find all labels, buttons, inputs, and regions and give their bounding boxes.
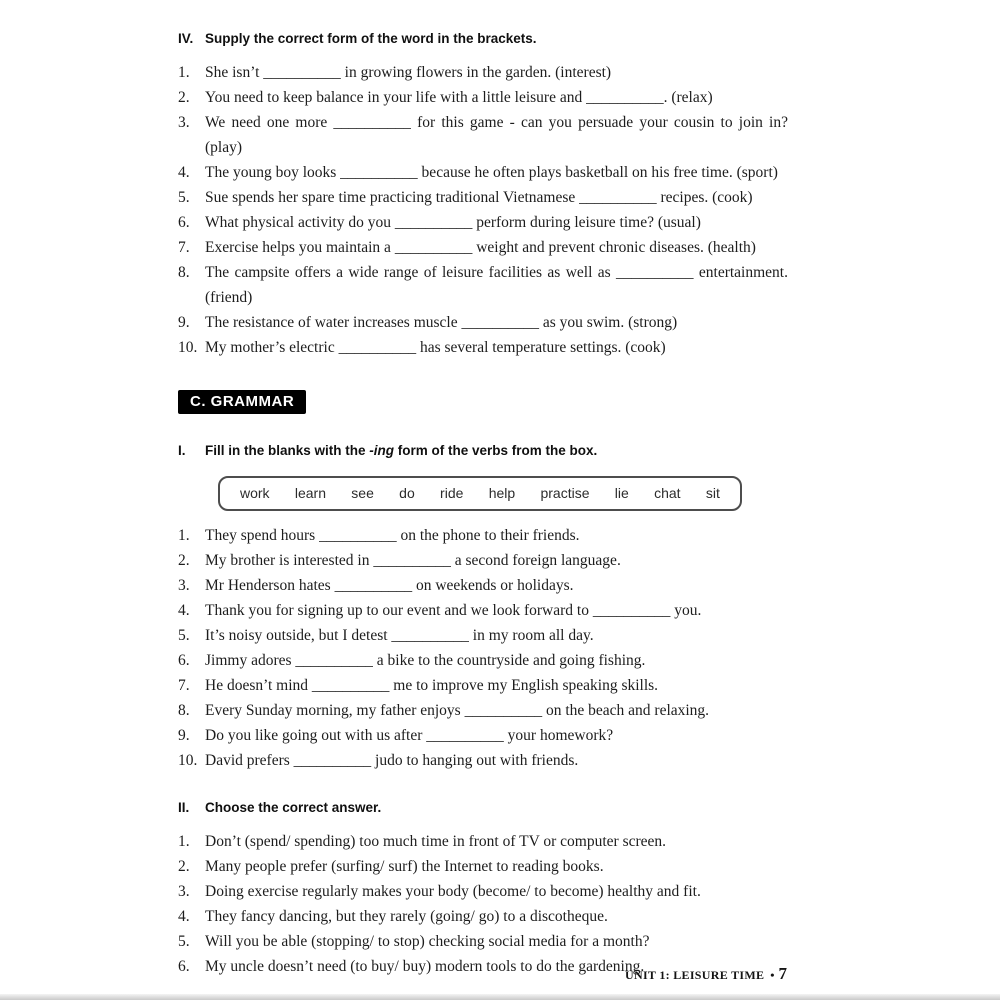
- word-box-word: ride: [440, 485, 464, 501]
- item-number: 5.: [178, 627, 190, 644]
- section-iv-heading: [178, 30, 788, 48]
- item-text: Exercise helps you maintain a __________ weight and prevent chronic diseases. (health): [205, 239, 756, 256]
- item-number: 8.: [178, 264, 190, 281]
- item-text: My uncle doesn’t need (to buy/ buy) modern tools to do the gardening.: [205, 958, 645, 975]
- exercise-item: [178, 929, 788, 954]
- item-text: My mother’s electric __________ has several temperature settings. (cook): [205, 339, 666, 356]
- part1-heading: [178, 442, 788, 460]
- exercise-item: [178, 60, 788, 85]
- grammar-section-banner: C. GRAMMAR: [178, 390, 306, 414]
- exercise-item: [178, 673, 788, 698]
- footer-separator: •: [770, 968, 775, 982]
- unit-label: UNIT 1: LEISURE TIME: [625, 968, 765, 982]
- exercise-item: [178, 260, 788, 310]
- part1-title-ing: -ing: [369, 443, 395, 458]
- item-text: Jimmy adores __________ a bike to the countryside and going fishing.: [205, 652, 646, 669]
- exercise-item: [178, 829, 788, 854]
- item-number: 7.: [178, 677, 190, 694]
- item-text: The campsite offers a wide range of leisure facilities as well as __________ entertainment. (friend): [205, 264, 788, 306]
- exercise-item: [178, 548, 788, 573]
- section-iv-label: IV.: [178, 31, 194, 46]
- item-number: 6.: [178, 214, 190, 231]
- item-text: The young boy looks __________ because he often plays basketball on his free time. (sport): [205, 164, 778, 181]
- item-text: They spend hours __________ on the phone to their friends.: [205, 527, 580, 544]
- part2-items: [178, 829, 788, 979]
- exercise-item: [178, 523, 788, 548]
- exercise-item: [178, 310, 788, 335]
- part1-title-post: form of the verbs from the box.: [394, 443, 598, 458]
- part1-title: [205, 442, 788, 460]
- item-text: Thank you for signing up to our event and we look forward to __________ you.: [205, 602, 702, 619]
- part2-label: II.: [178, 800, 190, 815]
- item-text: Sue spends her spare time practicing traditional Vietnamese __________ recipes. (cook): [205, 189, 753, 206]
- item-number: 5.: [178, 933, 190, 950]
- item-text: Every Sunday morning, my father enjoys __________ on the beach and relaxing.: [205, 702, 710, 719]
- item-text: She isn’t __________ in growing flowers in the garden. (interest): [205, 64, 612, 81]
- item-text: Doing exercise regularly makes your body (become/ to become) healthy and fit.: [205, 883, 701, 900]
- section-iv-title: Supply the correct form of the word in the brackets.: [205, 31, 537, 46]
- part2-title: Choose the correct answer.: [205, 800, 382, 815]
- item-number: 4.: [178, 908, 190, 925]
- word-box-word: chat: [654, 485, 681, 501]
- item-number: 10.: [178, 339, 198, 356]
- item-text: My brother is interested in __________ a second foreign language.: [205, 552, 621, 569]
- item-text: David prefers __________ judo to hanging out with friends.: [205, 752, 579, 769]
- item-text: Don’t (spend/ spending) too much time in front of TV or computer screen.: [205, 833, 667, 850]
- item-number: 3.: [178, 883, 190, 900]
- item-number: 4.: [178, 602, 190, 619]
- item-number: 4.: [178, 164, 190, 181]
- item-number: 6.: [178, 652, 190, 669]
- section-iv-items: [178, 60, 788, 360]
- item-text: You need to keep balance in your life with a little leisure and __________. (relax): [205, 89, 713, 106]
- exercise-item: [178, 85, 788, 110]
- item-number: 2.: [178, 552, 190, 569]
- exercise-item: [178, 854, 788, 879]
- exercise-item: [178, 210, 788, 235]
- exercise-item: [178, 598, 788, 623]
- item-number: 2.: [178, 89, 190, 106]
- word-box-word: see: [351, 485, 374, 501]
- word-box-word: learn: [294, 485, 326, 501]
- item-text: Do you like going out with us after __________ your homework?: [205, 727, 614, 744]
- item-number: 3.: [178, 114, 190, 131]
- exercise-item: [178, 623, 788, 648]
- exercise-item: [178, 335, 788, 360]
- exercise-item: [178, 160, 788, 185]
- exercise-item: [178, 879, 788, 904]
- item-number: 6.: [178, 958, 190, 975]
- page-bottom-edge: [0, 994, 1000, 1000]
- item-text: Mr Henderson hates __________ on weekends or holidays.: [205, 577, 574, 594]
- exercise-item: [178, 748, 788, 773]
- item-text: They fancy dancing, but they rarely (going/ go) to a discotheque.: [205, 908, 608, 925]
- item-number: 1.: [178, 527, 190, 544]
- word-box-word: sit: [705, 485, 720, 501]
- item-number: 1.: [178, 64, 190, 81]
- part1-title-pre: Fill in the blanks with the: [205, 443, 370, 458]
- exercise-item: [178, 723, 788, 748]
- exercise-item: [178, 185, 788, 210]
- word-box-word: work: [240, 485, 270, 501]
- item-number: 1.: [178, 833, 190, 850]
- item-number: 9.: [178, 727, 190, 744]
- page-number: 7: [778, 964, 787, 983]
- part2-heading: [178, 799, 788, 817]
- item-number: 2.: [178, 858, 190, 875]
- item-text: It’s noisy outside, but I detest __________ in my room all day.: [205, 627, 594, 644]
- item-number: 5.: [178, 189, 190, 206]
- item-text: We need one more __________ for this game - can you persuade your cousin to join in? (play): [205, 114, 788, 156]
- word-box-word: lie: [614, 485, 629, 501]
- exercise-item: [178, 698, 788, 723]
- exercise-item: [178, 573, 788, 598]
- item-number: 10.: [178, 752, 198, 769]
- part1-items: [178, 523, 788, 773]
- item-number: 7.: [178, 239, 190, 256]
- item-text: Will you be able (stopping/ to stop) checking social media for a month?: [205, 933, 650, 950]
- exercise-item: [178, 648, 788, 673]
- word-box-word: help: [488, 485, 516, 501]
- item-number: 3.: [178, 577, 190, 594]
- item-number: 9.: [178, 314, 190, 331]
- verb-word-box: [218, 476, 742, 511]
- item-text: The resistance of water increases muscle __________ as you swim. (strong): [205, 314, 678, 331]
- item-number: 8.: [178, 702, 190, 719]
- word-box-word: do: [399, 485, 415, 501]
- exercise-item: [178, 110, 788, 160]
- item-text: What physical activity do you __________ perform during leisure time? (usual): [205, 214, 701, 231]
- item-text: He doesn’t mind __________ me to improve my English speaking skills.: [205, 677, 659, 694]
- exercise-item: [178, 904, 788, 929]
- page-footer: [625, 964, 787, 984]
- word-box-word: practise: [540, 485, 590, 501]
- part1-label: I.: [178, 443, 186, 458]
- exercise-item: [178, 235, 788, 260]
- item-text: Many people prefer (surfing/ surf) the Internet to reading books.: [205, 858, 604, 875]
